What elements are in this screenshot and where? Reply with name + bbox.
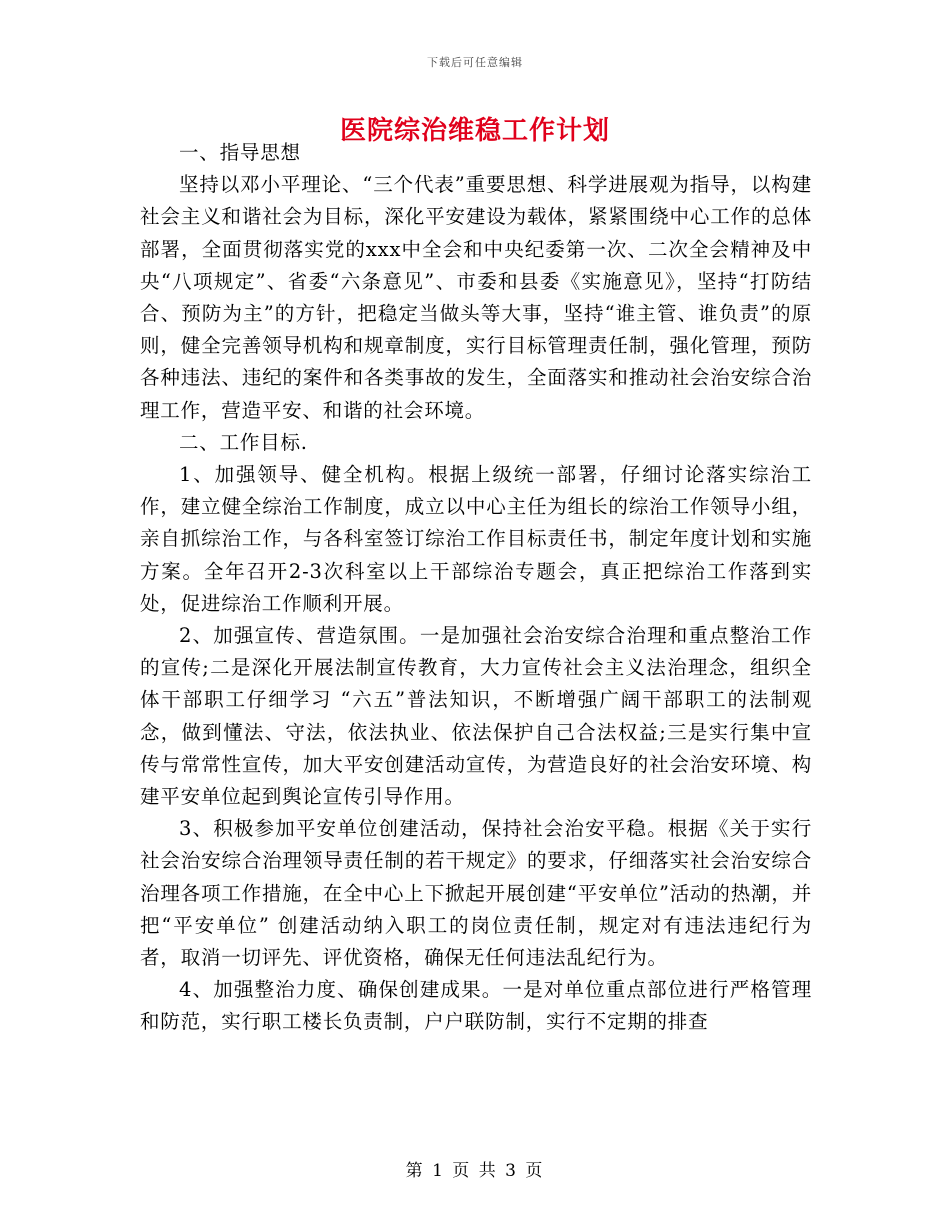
paragraph-goal-1: 1、加强领导、健全机构。根据上级统一部署，仔细讨论落实综治工作，建立健全综治工作制度，成立以中心主任为组长的综治工作领导小组，亲自抓综治工作，与各科室签订综治工作目标责任书，制定年度计划和实施方案。全年召开2-3次科室以上干部综治专题会，真正把综治工作落到实处，促进综治工作顺利开展。: [140, 463, 812, 615]
paragraph-guiding-ideology: 坚持以邓小平理论、“三个代表”重要思想、科学进展观为指导，以构建社会主义和谐社会为目标，深化平安建设为载体，紧紧围绕中心工作的总体部署，全面贯彻落实党的xxx中全会和中央纪委第一次、二次全会精神及中央“八项规定”、省委“六条意见”、市委和县委《实施意见》，坚持“打防结合、预防为主”的方针，把稳定当做头等大事，坚持“谁主管、谁负责”的原则，健全完善领导机构和规章制度，实行目标管理责任制，强化管理，预防各种违法、违纪的案件和各类事故的发生，全面落实和推动社会治安综合治理工作，营造平安、和谐的社会环境。: [140, 173, 812, 422]
header-note: 下载后可任意编辑: [427, 56, 523, 69]
paragraph-goal-3: 3、积极参加平安单位创建活动，保持社会治安平稳。根据《关于实行社会治安综合治理领导责任制的若干规定》的要求，仔细落实社会治安综合治理各项工作措施，在全中心上下掀起开展创建“平安单位”活动的热潮，并把“平安单位” 创建活动纳入职工的岗位责任制，规定对有违法违纪行为者，取消一切评先、评优资格，确保无任何违法乱纪行为。: [140, 817, 812, 970]
paragraph-goal-2: 2、加强宣传、营造氛围。一是加强社会治安综合治理和重点整治工作的宣传;二是深化开展法制宣传教育，大力宣传社会主义法治理念，组织全体干部职工仔细学习 “六五”普法知识，不断增强广阔干部职工的法制观念，做到懂法、守法，依法执业、依法保护自己合法权益;三是实行集中宣传与常常性宣传，加大平安创建活动宣传，为营造良好的社会治安环境、构建平安单位起到舆论宣传引导作用。: [140, 624, 812, 809]
document-body: [140, 137, 812, 1039]
document-title: 医院综治维稳工作计划: [339, 116, 610, 146]
section-heading-work-goals: 二、工作目标.: [179, 430, 308, 454]
section-heading-guiding-ideology: 一、指导思想: [179, 141, 301, 164]
paragraph-goal-4: 4、加强整治力度、确保创建成果。一是对单位重点部位进行严格管理和防范，实行职工楼长负责制，户户联防制，实行不定期的排查: [140, 978, 812, 1034]
page-number: 第 1 页 共 3 页: [405, 1161, 545, 1181]
